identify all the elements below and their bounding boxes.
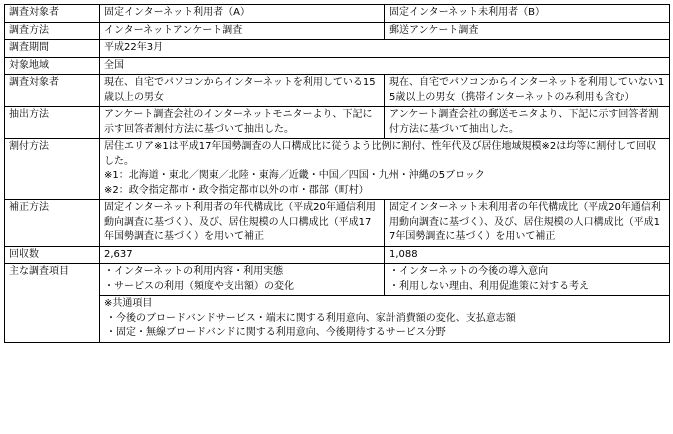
row-label-allocation: 割付方法	[5, 139, 100, 200]
subject-group-b: 現在、自宅でパソコンからインターネットを利用していない15歳以上の男女（携帯インターネットのみ利用も含む）	[385, 75, 670, 107]
row-label-sampling: 抽出方法	[5, 107, 100, 139]
table-row-allocation	[5, 139, 670, 200]
items-group-a	[100, 264, 385, 296]
items-common	[100, 296, 670, 343]
items-common-1: ・今後のブロードバンドサービス・端末に関する利用意向、家計消費額の変化、支払意志額	[106, 312, 516, 324]
method-group-a: インターネットアンケート調査	[100, 22, 385, 40]
correction-group-b: 固定インターネット未利用者の年代構成比（平成20年通信利用動向調査に基づく）、及び、居住規模の人口構成比（平成17年国勢調査に基づく）を用いて補正	[385, 200, 670, 247]
row-label-method: 調査方法	[5, 22, 100, 40]
row-label-collected: 回収数	[5, 246, 100, 264]
table-row-sampling	[5, 107, 670, 139]
items-common-title: ※共通項目	[104, 298, 153, 309]
collected-group-b: 1,088	[385, 246, 670, 264]
row-label-region: 対象地域	[5, 57, 100, 75]
table-row-period	[5, 40, 670, 58]
region-value: 全国	[100, 57, 670, 75]
items-group-a-1: ・インターネットの利用内容・利用実態	[104, 266, 284, 277]
subject-group-a: 現在、自宅でパソコンからインターネットを利用している15歳以上の男女	[100, 75, 385, 107]
items-group-b-1: ・インターネットの今後の導入意向	[389, 266, 549, 277]
allocation-note-1: ※1：北海道・東北／関東／北陸・東海／近畿・中国／四国・九州・沖縄の5ブロック	[104, 170, 485, 181]
table-row-items-common	[5, 296, 670, 343]
allocation-main: 居住エリア※1は平成17年国勢調査の人口構成比に従うよう比例に割付、性年代及び居住地域規模※2は均等に割付して回収した。	[104, 141, 657, 167]
table-row-region	[5, 57, 670, 75]
allocation-cell	[100, 139, 670, 200]
table-row-collected	[5, 246, 670, 264]
sampling-group-b: アンケート調査会社の郵送モニタより、下記に示す回答者割付方法に基づいて抽出した。	[385, 107, 670, 139]
items-common-2: ・固定・無線ブロードバンドに関する利用意向、今後期待するサービス分野	[106, 327, 446, 338]
table-row-subject	[5, 75, 670, 107]
collected-group-a: 2,637	[100, 246, 385, 264]
row-label-items: 主な調査項目	[5, 264, 100, 343]
items-group-b-2: ・利用しない理由、利用促進策に対する考え	[389, 280, 589, 292]
group-b-header: 固定インターネット未利用者（B）	[385, 5, 670, 23]
row-label-correction: 補正方法	[5, 200, 100, 247]
sampling-group-a: アンケート調査会社のインターネットモニターより、下記に示す回答者割付方法に基づいて抽出した。	[100, 107, 385, 139]
period-value: 平成22年3月	[100, 40, 670, 58]
correction-group-a: 固定インターネット利用者の年代構成比（平成20年通信利用動向調査に基づく）、及び、居住規模の人口構成比（平成17年国勢調査に基づく）を用いて補正	[100, 200, 385, 247]
row-label-subject: 調査対象者	[5, 75, 100, 107]
method-group-b: 郵送アンケート調査	[385, 22, 670, 40]
group-a-header: 固定インターネット利用者（A）	[100, 5, 385, 23]
items-group-b	[385, 264, 670, 296]
allocation-note-2: ※2：政令指定都市・政令指定都市以外の市・郡部（町村）	[104, 184, 369, 196]
table-row-method	[5, 22, 670, 40]
row-label-subject-header: 調査対象者	[5, 5, 100, 23]
table-row-items	[5, 264, 670, 296]
table-row-correction	[5, 200, 670, 247]
items-group-a-2: ・サービスの利用（頻度や支出額）の変化	[104, 280, 294, 292]
table-row-subject-header	[5, 5, 670, 23]
survey-overview-table	[4, 4, 670, 343]
row-label-period: 調査期間	[5, 40, 100, 58]
